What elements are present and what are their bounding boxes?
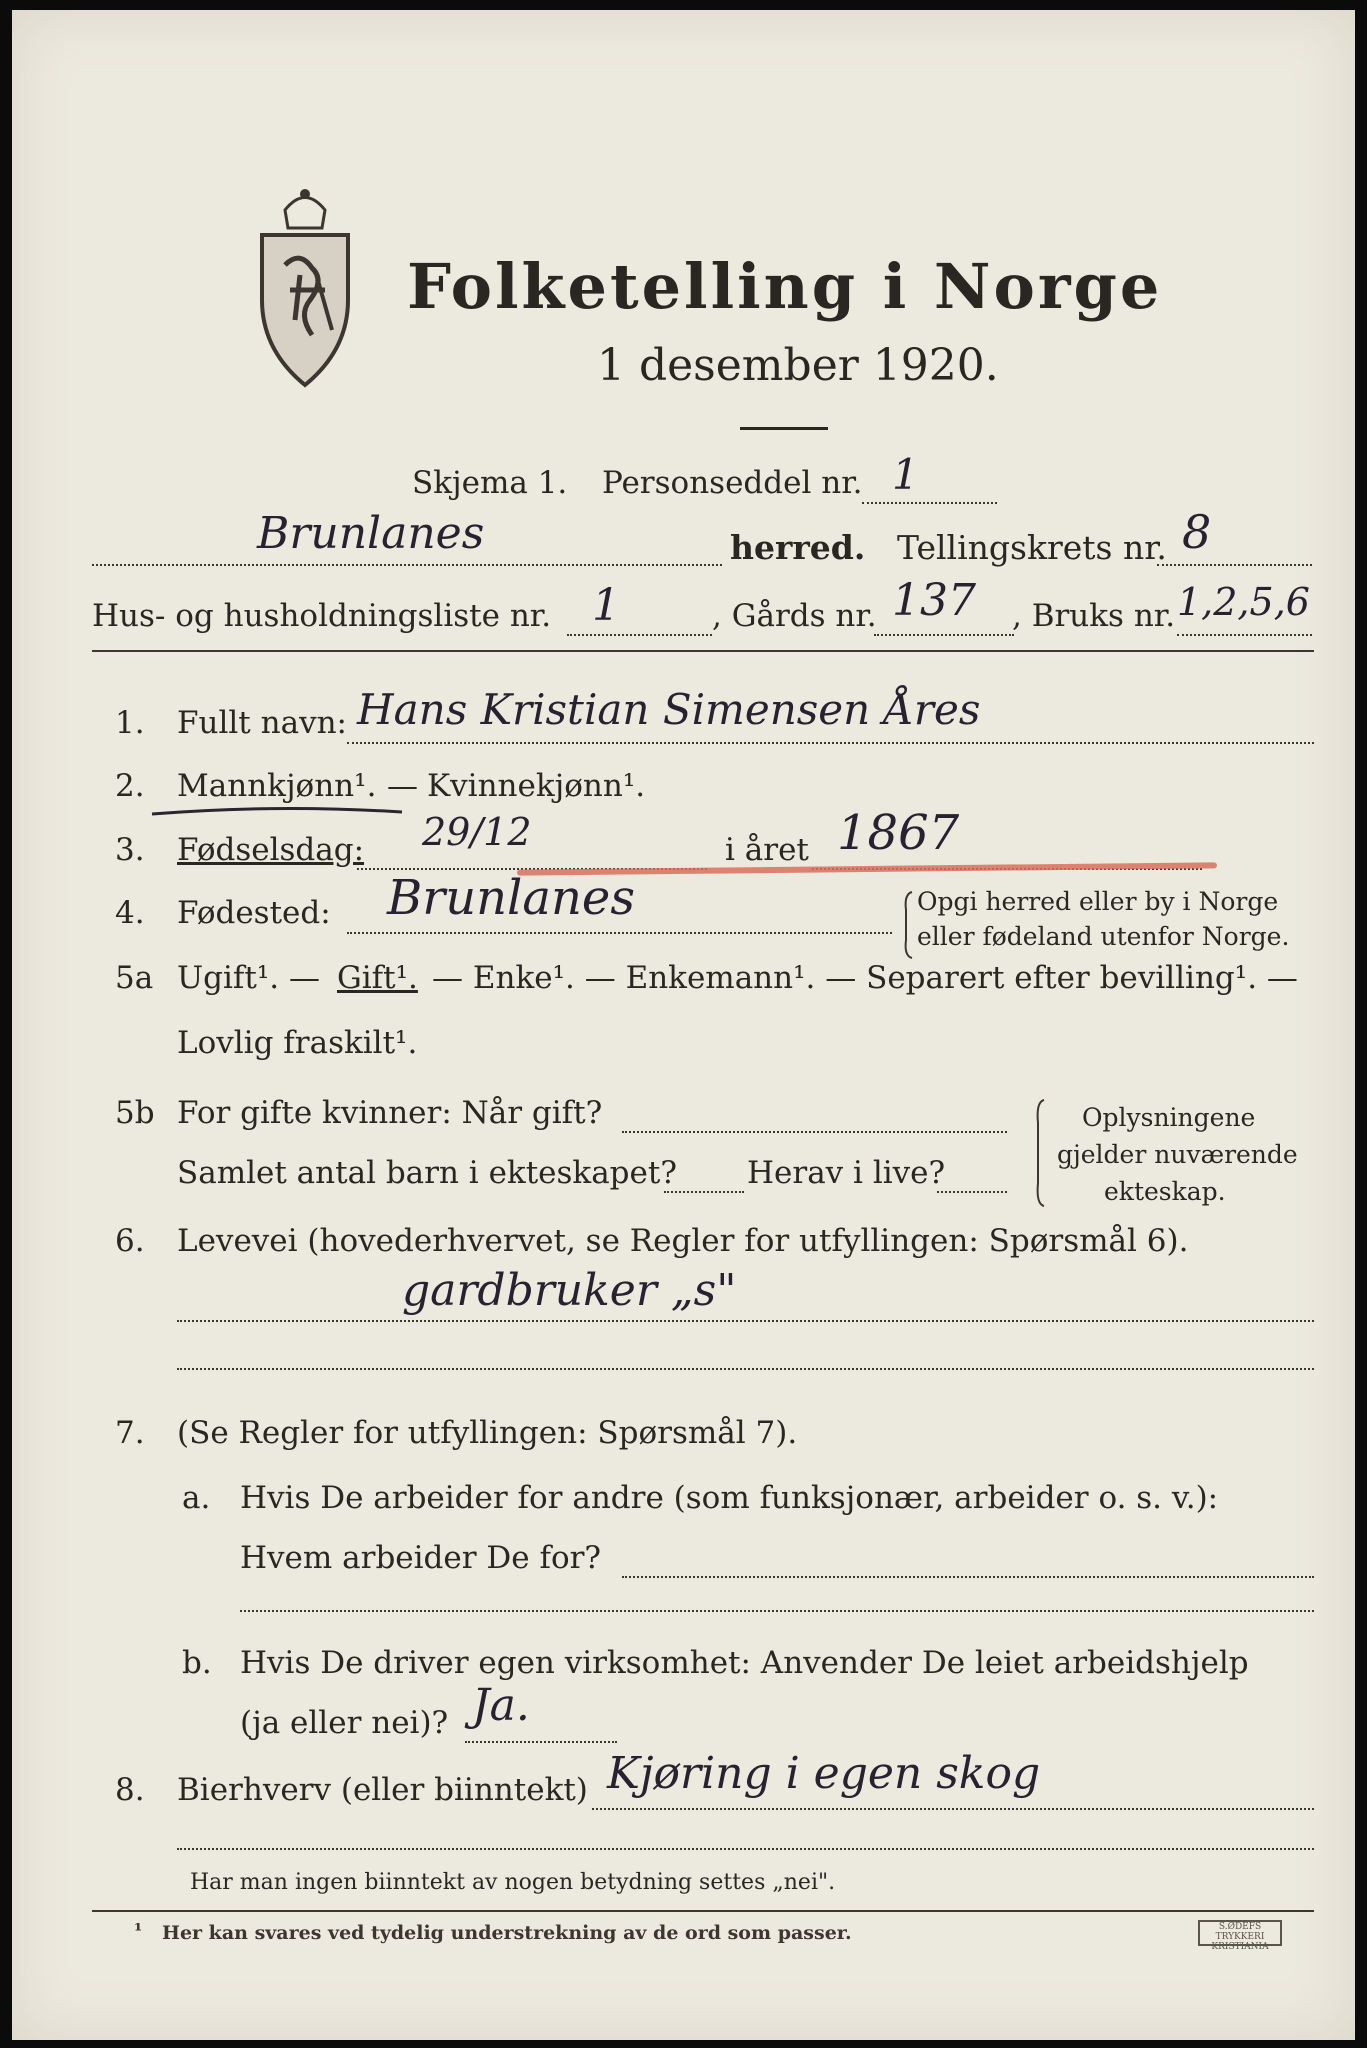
q4-note-brace-icon <box>900 890 916 960</box>
husliste-field[interactable] <box>567 614 712 636</box>
q8-number: 8. <box>115 1772 145 1808</box>
q4-number: 4. <box>115 895 145 931</box>
q5b-number: 5b <box>115 1095 155 1131</box>
footer-note: Har man ingen biinntekt av nogen betydning settes „nei". <box>190 1870 836 1895</box>
q4-birthplace-value: Brunlanes <box>387 870 635 926</box>
q7a-line1: Hvis De arbeider for andre (som funksjonær, arbeider o. s. v.): <box>240 1480 1219 1516</box>
footnote-text: Her kan svares ved tydelig understrekning av de ord som passer. <box>162 1922 852 1944</box>
census-form-sheet <box>12 10 1355 2040</box>
q1-name-value: Hans Kristian Simensen Åres <box>357 685 981 734</box>
q5b-note-line1: Oplysningene <box>1082 1103 1256 1132</box>
q5a-gift-option[interactable]: Gift¹. <box>337 960 418 996</box>
q3-year-value: 1867 <box>837 805 960 861</box>
census-date: 1 desember 1920. <box>597 340 999 391</box>
q2-female-option[interactable]: Kvinnekjønn¹. <box>427 768 646 804</box>
male-underline-mark <box>147 802 407 822</box>
q5a-number: 5a <box>115 960 154 996</box>
q3-birthday-field[interactable] <box>357 848 707 870</box>
q5a-other-options: — Enke¹. — Enkemann¹. — Separert efter bevilling¹. — <box>432 960 1298 996</box>
q6-extra-line[interactable] <box>177 1368 1314 1370</box>
norwegian-coat-of-arms-icon <box>250 180 360 390</box>
q7-label: (Se Regler for utfyllingen: Spørsmål 7). <box>177 1415 798 1451</box>
q5b-alive-field[interactable] <box>937 1171 1007 1193</box>
husliste-value: 1 <box>592 580 620 631</box>
q3-birthday-value: 29/12 <box>422 810 532 854</box>
gaards-value: 137 <box>892 575 976 626</box>
q5b-when-married-field[interactable] <box>622 1111 1007 1133</box>
q5a-ugift-option[interactable]: Ugift¹. — <box>177 960 320 996</box>
q5b-note-brace-icon <box>1032 1098 1048 1208</box>
q2-dash: — <box>387 768 418 804</box>
q5b-note-line3: ekteskap. <box>1104 1177 1226 1206</box>
q4-note-line1: Opgi herred eller by i Norge <box>917 887 1279 916</box>
q7a-extra-line[interactable] <box>240 1610 1314 1612</box>
footer-separator <box>92 1910 1314 1912</box>
q2-number: 2. <box>115 768 145 804</box>
q7b-line2: (ja eller nei)? <box>240 1705 449 1741</box>
title-divider <box>740 427 828 430</box>
q5b-children-label: Samlet antal barn i ekteskapet? <box>177 1155 677 1191</box>
q6-occupation-value: gardbruker „s" <box>402 1265 737 1316</box>
q8-label: Bierhverv (eller biinntekt) <box>177 1772 588 1808</box>
bruks-value: 1,2,5,6 <box>1177 580 1310 624</box>
q7a-letter: a. <box>182 1480 211 1516</box>
q5a-line2[interactable]: Lovlig fraskilt¹. <box>177 1025 418 1061</box>
q2-male-option[interactable]: Mannkjønn¹. <box>177 768 377 804</box>
header-separator <box>92 650 1314 652</box>
tellingskrets-value: 8 <box>1182 505 1212 559</box>
schema-label: Skjema 1. <box>412 465 568 501</box>
q6-occupation-field[interactable] <box>177 1300 1314 1322</box>
q5b-children-field[interactable] <box>664 1171 744 1193</box>
q7b-letter: b. <box>182 1645 212 1681</box>
q6-label: Levevei (hovederhvervet, se Regler for utfyllingen: Spørsmål 6). <box>177 1223 1189 1259</box>
q7-number: 7. <box>115 1415 145 1451</box>
q7b-answer-value: Ja. <box>472 1680 530 1731</box>
form-title: Folketelling i Norge <box>407 250 1163 323</box>
q5b-when-married-label: For gifte kvinner: Når gift? <box>177 1095 603 1131</box>
personseddel-value: 1 <box>892 450 919 499</box>
personseddel-field[interactable] <box>862 480 997 504</box>
q7b-line1: Hvis De driver egen virksomhet: Anvender De leiet arbeidshjelp <box>240 1645 1249 1681</box>
q3-label: Fødselsdag: <box>177 832 365 868</box>
q4-label: Fødested: <box>177 895 331 931</box>
q8-extra-line[interactable] <box>177 1848 1314 1850</box>
personseddel-label: Personseddel nr. <box>602 465 863 501</box>
tellingskrets-field[interactable] <box>1157 544 1312 566</box>
herred-label: herred. <box>730 528 866 567</box>
q8-side-income-value: Kjøring i egen skog <box>607 1748 1041 1799</box>
q4-note-line2: eller fødeland utenfor Norge. <box>917 922 1290 951</box>
q1-label: Fullt navn: <box>177 705 347 741</box>
footnote-mark: ¹ <box>134 1920 143 1942</box>
bruks-label: , Bruks nr. <box>1012 598 1176 634</box>
q5b-alive-label: Herav i live? <box>747 1155 946 1191</box>
q7a-line2: Hvem arbeider De for? <box>240 1540 602 1576</box>
q3-number: 3. <box>115 832 145 868</box>
q1-number: 1. <box>115 705 145 741</box>
tellingskrets-label: Tellingskrets nr. <box>897 528 1167 567</box>
q3-year-label: i året <box>725 832 809 868</box>
q7a-employer-field[interactable] <box>622 1556 1314 1578</box>
herred-value: Brunlanes <box>257 508 485 559</box>
printer-stamp: S.ØDEFS TRYKKERI KRISTIANIA <box>1198 1920 1282 1946</box>
gaards-label: , Gårds nr. <box>712 598 877 634</box>
q5b-note-line2: gjelder nuværende <box>1057 1140 1298 1169</box>
q6-number: 6. <box>115 1223 145 1259</box>
husliste-label: Hus- og husholdningsliste nr. <box>92 598 552 634</box>
